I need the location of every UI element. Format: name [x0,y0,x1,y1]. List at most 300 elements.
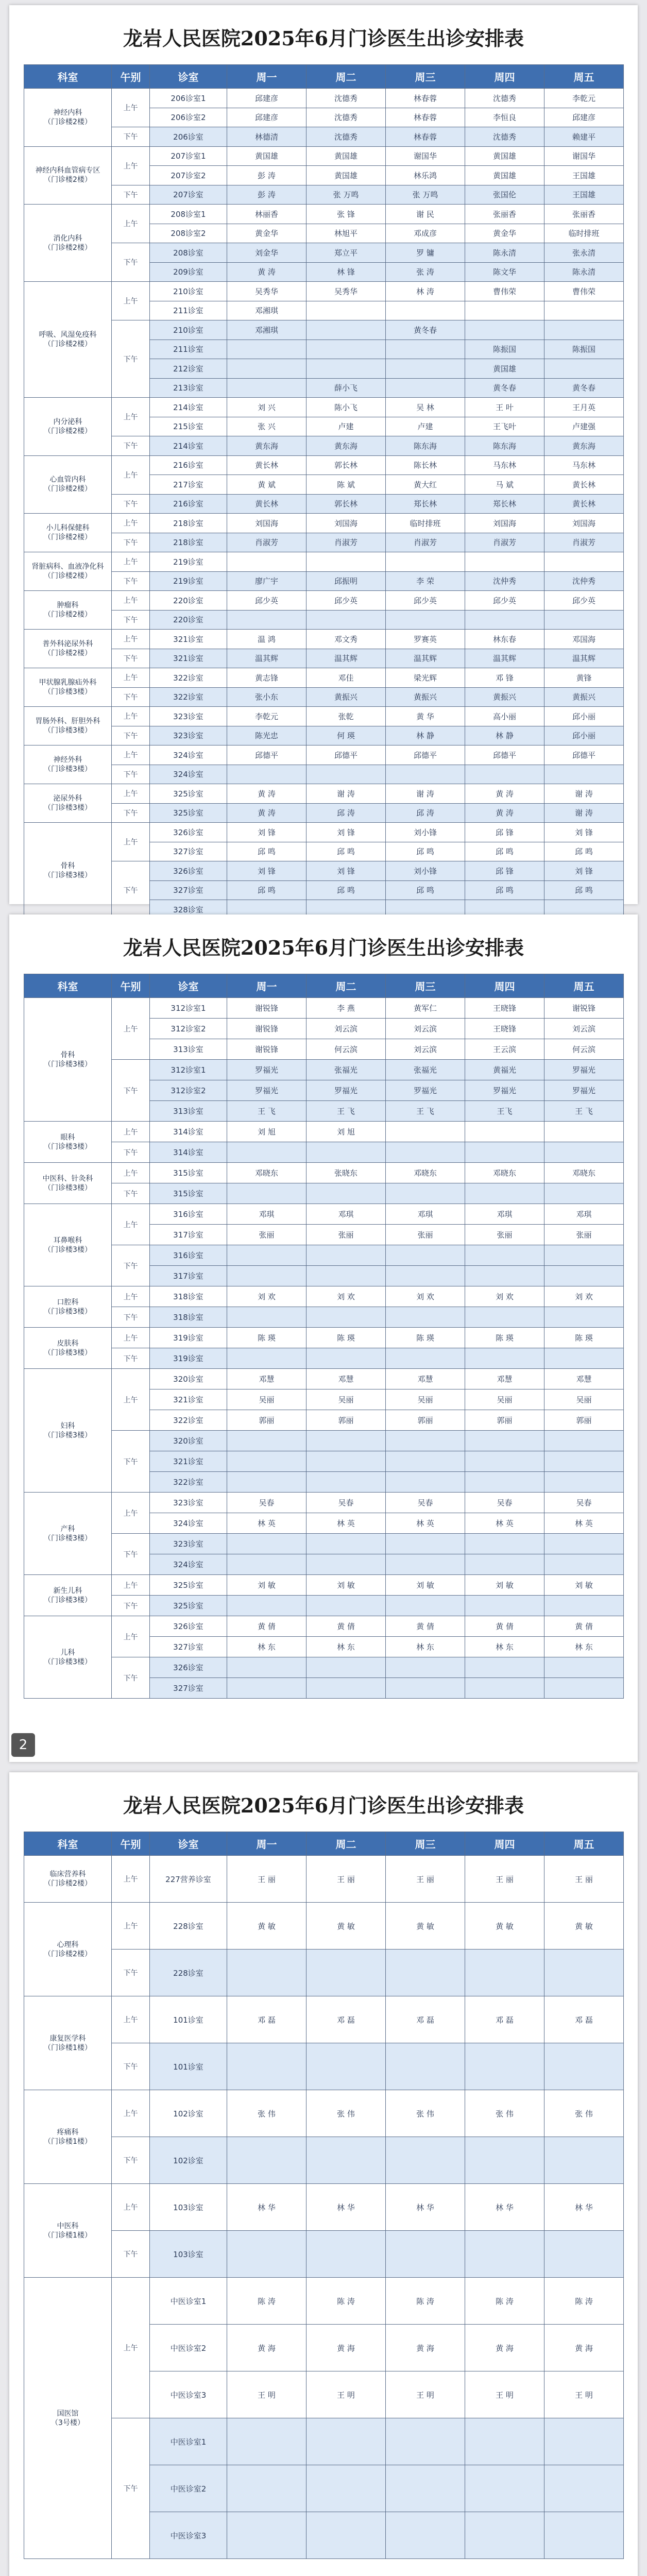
department-cell: 疼痛科 （门诊楼1楼） [24,2090,112,2184]
doctor-cell: 黄国雄 [307,146,386,166]
doctor-cell: 邱建彦 [227,108,307,127]
session-cell: 上午 [112,668,150,688]
room-cell: 228诊室 [150,1950,227,1996]
doctor-cell: 黄冬春 [465,378,544,398]
column-header: 午别 [112,1832,150,1856]
doctor-cell: 邱 鸣 [544,880,624,900]
doctor-cell: 邓慧 [227,1369,307,1389]
doctor-cell [465,1431,544,1451]
room-cell: 326诊室 [150,861,227,881]
doctor-cell: 陈 涛 [386,2278,465,2325]
doctor-cell [386,1534,465,1554]
table-row [24,765,624,784]
table-row [24,1060,624,1080]
doctor-cell [227,1431,307,1451]
column-header: 诊室 [150,974,227,998]
room-cell: 312诊室1 [150,1060,227,1080]
room-cell: 228诊室 [150,1903,227,1950]
doctor-cell: 王 明 [307,2371,386,2418]
room-cell: 326诊室 [150,1657,227,1678]
schedule-page-1 [9,5,638,914]
doctor-cell: 黄冬春 [386,320,465,340]
room-cell: 102诊室 [150,2090,227,2137]
doctor-cell: 王国雄 [544,185,624,205]
column-header: 午别 [112,65,150,89]
doctor-cell: 林 华 [544,2184,624,2231]
room-cell: 312诊室1 [150,998,227,1019]
doctor-cell: 林 东 [307,1637,386,1657]
doctor-cell [307,1307,386,1328]
doctor-cell: 刘 锋 [544,823,624,842]
doctor-cell: 陈 涛 [465,2278,544,2325]
table-row [24,1431,624,1451]
doctor-cell [544,1534,624,1554]
doctor-cell: 张丽 [227,1225,307,1245]
doctor-cell [227,1596,307,1616]
doctor-cell [465,1307,544,1328]
room-cell: 212诊室 [150,359,227,379]
room-cell: 323诊室 [150,1493,227,1513]
room-cell: 317诊室 [150,1266,227,1286]
room-cell: 316诊室 [150,1204,227,1225]
doctor-cell [307,1142,386,1163]
room-cell: 324诊室 [150,745,227,765]
doctor-cell: 黄 敏 [386,1903,465,1950]
department-cell: 骨科 （门诊楼3楼） [24,998,112,1122]
doctor-cell: 谢 涛 [544,803,624,823]
department-cell: 心血管内科 （门诊楼2楼） [24,455,112,514]
doctor-cell [386,301,465,320]
doctor-cell [227,378,307,398]
doctor-cell [307,1596,386,1616]
doctor-cell [227,1554,307,1575]
doctor-cell: 林 英 [465,1513,544,1534]
session-cell: 下午 [112,2418,150,2559]
doctor-cell: 刘云滨 [307,1019,386,1039]
doctor-cell: 李 燕 [307,998,386,1019]
doctor-cell: 刘云滨 [544,1019,624,1039]
doctor-cell: 邱 鸣 [307,880,386,900]
doctor-cell: 黄 敏 [227,1903,307,1950]
department-cell: 眼科 （门诊楼3楼） [24,1122,112,1163]
doctor-cell: 邓晓东 [386,1163,465,1183]
doctor-cell: 邱 鸣 [386,842,465,861]
doctor-cell [227,1950,307,1996]
doctor-cell: 沈德秀 [465,127,544,147]
room-cell: 214诊室 [150,436,227,456]
session-cell: 下午 [112,649,150,668]
doctor-cell: 黄 敏 [465,1903,544,1950]
doctor-cell [465,1657,544,1678]
doctor-cell: 梁光辉 [386,668,465,688]
table-row [24,2278,624,2325]
doctor-cell [544,1266,624,1286]
doctor-cell [227,1348,307,1369]
room-cell: 326诊室 [150,823,227,842]
session-cell: 上午 [112,1204,150,1245]
room-cell: 214诊室 [150,398,227,417]
doctor-cell: 薛小飞 [307,378,386,398]
doctor-cell: 邓 磊 [465,1996,544,2043]
doctor-cell: 黄国雄 [465,166,544,185]
room-cell: 322诊室 [150,687,227,707]
room-cell: 312诊室2 [150,1080,227,1101]
session-cell: 上午 [112,89,150,127]
doctor-cell: 彭 涛 [227,185,307,205]
doctor-cell [544,2512,624,2559]
room-cell: 中医诊室3 [150,2512,227,2559]
room-cell: 218诊室 [150,533,227,552]
table-row [24,784,624,804]
doctor-cell [386,1348,465,1369]
doctor-cell: 罗福光 [386,1080,465,1101]
doctor-cell: 刘国海 [465,514,544,533]
doctor-cell: 张 伟 [386,2090,465,2137]
doctor-cell: 林春蓉 [386,127,465,147]
column-header: 诊室 [150,1832,227,1856]
doctor-cell: 邓琪 [544,1204,624,1225]
session-cell: 上午 [112,784,150,804]
column-header: 科室 [24,1832,112,1856]
doctor-cell [544,1451,624,1472]
doctor-cell: 黄 涛 [465,784,544,804]
room-cell: 220诊室 [150,591,227,611]
doctor-cell: 罗 镛 [386,243,465,263]
doctor-cell: 邱 鸣 [227,880,307,900]
doctor-cell: 黄 斌 [227,475,307,495]
room-cell: 207诊室 [150,185,227,205]
doctor-cell: 谢国华 [386,146,465,166]
doctor-cell: 邓 磊 [307,1996,386,2043]
doctor-cell: 张丽 [544,1225,624,1245]
doctor-cell [544,2231,624,2278]
doctor-cell [307,359,386,379]
session-cell: 下午 [112,765,150,784]
room-cell: 322诊室 [150,1472,227,1493]
doctor-cell: 吴丽 [544,1389,624,1410]
doctor-cell: 林 英 [544,1513,624,1534]
doctor-cell: 廖广宇 [227,571,307,591]
column-header: 周二 [307,65,386,89]
doctor-cell: 何云滨 [544,1039,624,1060]
room-cell: 324诊室 [150,1554,227,1575]
schedule-page-3 [9,1772,638,2576]
doctor-cell: 邱 鸣 [465,880,544,900]
doctor-cell [544,1678,624,1699]
doctor-cell: 张 伟 [544,2090,624,2137]
doctor-cell: 谢 涛 [544,784,624,804]
doctor-cell: 黄 涛 [227,262,307,282]
doctor-cell: 邱 涛 [307,803,386,823]
department-cell: 消化内科 （门诊楼2楼） [24,205,112,282]
doctor-cell [465,1472,544,1493]
doctor-cell: 黄国雄 [465,359,544,379]
department-cell: 儿科 （门诊楼3楼） [24,1616,112,1699]
doctor-cell: 王 叶 [465,398,544,417]
table-row [24,803,624,823]
doctor-cell [465,1596,544,1616]
doctor-cell [465,552,544,572]
room-cell: 322诊室 [150,1410,227,1431]
doctor-cell: 黄 倩 [544,1616,624,1637]
doctor-cell: 李恒良 [465,108,544,127]
session-cell: 上午 [112,630,150,649]
doctor-cell: 郭丽 [544,1410,624,1431]
session-cell: 上午 [112,282,150,320]
table-row [24,1307,624,1328]
doctor-cell: 刘 兴 [227,398,307,417]
room-cell: 325诊室 [150,1596,227,1616]
session-cell: 下午 [112,726,150,745]
doctor-cell [307,1245,386,1266]
department-cell: 耳鼻喉科 （门诊楼3楼） [24,1204,112,1286]
doctor-cell [307,1472,386,1493]
doctor-cell [307,1183,386,1204]
doctor-cell: 王飞叶 [465,417,544,436]
doctor-cell: 邱 鸣 [544,842,624,861]
doctor-cell: 郭丽 [386,1410,465,1431]
department-cell: 泌尿外科 （门诊楼3楼） [24,784,112,823]
doctor-cell [386,2418,465,2465]
doctor-cell: 黄 华 [386,707,465,726]
doctor-cell: 郑长林 [386,494,465,514]
doctor-cell: 邱建彦 [544,108,624,127]
doctor-cell: 王 丽 [227,1856,307,1903]
doctor-cell: 陈 瑛 [544,1328,624,1348]
column-header: 周四 [465,974,544,998]
doctor-cell: 邓琪 [307,1204,386,1225]
doctor-cell [227,1142,307,1163]
doctor-cell: 邓琪 [227,1204,307,1225]
session-cell: 上午 [112,745,150,765]
doctor-cell: 林东春 [465,630,544,649]
session-cell: 下午 [112,803,150,823]
doctor-cell: 邓成彦 [386,224,465,243]
doctor-cell: 林旭平 [307,224,386,243]
doctor-cell: 陈振国 [544,340,624,359]
doctor-cell [307,1534,386,1554]
doctor-cell: 黄长林 [544,475,624,495]
table-row [24,1996,624,2043]
session-cell: 上午 [112,823,150,861]
doctor-cell: 罗赛英 [386,630,465,649]
doctor-cell: 林 英 [227,1513,307,1534]
room-cell: 219诊室 [150,571,227,591]
doctor-cell: 刘 锋 [307,823,386,842]
doctor-cell: 黄 海 [465,2325,544,2371]
doctor-cell [227,1472,307,1493]
doctor-cell: 邓琪 [465,1204,544,1225]
page-number-badge: 2 [11,1733,35,1757]
doctor-cell: 黄锋 [544,668,624,688]
department-cell: 甲状腺乳腺疝外科 （门诊楼3楼） [24,668,112,707]
doctor-cell: 黄 海 [307,2325,386,2371]
department-cell: 内分泌科 （门诊楼2楼） [24,398,112,456]
session-cell: 下午 [112,1596,150,1616]
column-header: 周五 [544,1832,624,1856]
doctor-cell: 黄东海 [544,436,624,456]
doctor-cell: 林 华 [307,2184,386,2231]
doctor-cell: 邱小丽 [544,726,624,745]
session-cell: 上午 [112,552,150,572]
doctor-cell: 黄军仁 [386,998,465,1019]
session-cell: 下午 [112,1245,150,1286]
doctor-cell [544,1183,624,1204]
doctor-cell: 刘 旭 [307,1122,386,1142]
table-row [24,455,624,475]
doctor-cell: 王 丽 [307,1856,386,1903]
doctor-cell [544,1122,624,1142]
table-row [24,2231,624,2278]
room-cell: 326诊室 [150,1616,227,1637]
table-row [24,2090,624,2137]
doctor-cell [465,2512,544,2559]
doctor-cell [465,1266,544,1286]
doctor-cell: 李乾元 [227,707,307,726]
room-cell: 319诊室 [150,1348,227,1369]
doctor-cell: 刘 欢 [386,1286,465,1307]
room-cell: 206诊室2 [150,108,227,127]
doctor-cell: 肖淑芳 [307,533,386,552]
doctor-cell: 沈德秀 [307,127,386,147]
doctor-cell: 温其辉 [386,649,465,668]
room-cell: 220诊室 [150,610,227,630]
doctor-cell: 陈 涛 [307,2278,386,2325]
column-header: 周一 [227,974,307,998]
doctor-cell [386,1245,465,1266]
table-row [24,1657,624,1678]
doctor-cell: 邱 锋 [465,861,544,881]
doctor-cell [227,552,307,572]
room-cell: 324诊室 [150,1513,227,1534]
doctor-cell: 王飞 [465,1101,544,1122]
doctor-cell [386,1142,465,1163]
room-cell: 中医诊室2 [150,2465,227,2512]
doctor-cell: 王 飞 [386,1101,465,1122]
room-cell: 208诊室 [150,243,227,263]
doctor-cell [386,1554,465,1575]
room-cell: 218诊室 [150,514,227,533]
doctor-cell: 黄金华 [227,224,307,243]
doctor-cell [465,1534,544,1554]
doctor-cell [465,301,544,320]
department-cell: 肾脏病科、血液净化科 （门诊楼2楼） [24,552,112,591]
doctor-cell: 张乾 [307,707,386,726]
room-cell: 327诊室 [150,1637,227,1657]
doctor-cell [465,2418,544,2465]
doctor-cell [544,1142,624,1163]
column-header: 科室 [24,65,112,89]
doctor-cell: 黄国雄 [465,146,544,166]
doctor-cell: 张 万鸣 [386,185,465,205]
doctor-cell [386,2137,465,2184]
table-row [24,185,624,205]
session-cell: 下午 [112,1183,150,1204]
session-cell: 下午 [112,610,150,630]
doctor-cell: 刘国海 [307,514,386,533]
doctor-cell [386,1678,465,1699]
doctor-cell: 张小东 [227,687,307,707]
table-row [24,2043,624,2090]
room-cell: 323诊室 [150,726,227,745]
doctor-cell [544,610,624,630]
doctor-cell [386,359,465,379]
room-cell: 103诊室 [150,2184,227,2231]
doctor-cell [465,2043,544,2090]
table-row [24,998,624,1019]
page-title: 龙岩人民医院2025年6月门诊医生出诊安排表 [123,1794,524,1817]
doctor-cell [227,2418,307,2465]
doctor-cell [386,1950,465,1996]
doctor-cell [386,1451,465,1472]
doctor-cell [544,1348,624,1369]
doctor-cell: 张丽香 [465,205,544,224]
doctor-cell: 黄 海 [386,2325,465,2371]
doctor-cell: 陈文华 [465,262,544,282]
room-cell: 320诊室 [150,1431,227,1451]
session-cell: 下午 [112,533,150,552]
doctor-cell [227,1451,307,1472]
doctor-cell: 陈东海 [386,436,465,456]
doctor-cell: 林 锋 [307,262,386,282]
doctor-cell [227,1534,307,1554]
doctor-cell: 林 英 [386,1513,465,1534]
session-cell: 上午 [112,205,150,243]
doctor-cell: 陈小飞 [307,398,386,417]
table-row [24,1950,624,1996]
department-cell: 骨科 （门诊楼3楼） [24,823,112,920]
table-row [24,514,624,533]
doctor-cell [386,1183,465,1204]
doctor-cell [227,1678,307,1699]
table-row [24,1596,624,1616]
session-cell: 上午 [112,1328,150,1348]
doctor-cell: 沈仲秀 [544,571,624,591]
doctor-cell [544,2418,624,2465]
doctor-cell: 罗福光 [307,1080,386,1101]
column-header: 周三 [386,1832,465,1856]
doctor-cell: 肖淑芳 [544,533,624,552]
column-header: 周一 [227,65,307,89]
doctor-cell: 黄冬春 [544,378,624,398]
doctor-cell: 张 伟 [465,2090,544,2137]
doctor-cell: 刘 欢 [307,1286,386,1307]
doctor-cell [386,2465,465,2512]
doctor-cell [386,610,465,630]
doctor-cell: 邓慧 [544,1369,624,1389]
doctor-cell: 卢建 [386,417,465,436]
department-cell: 神经内科血管病专区 （门诊楼2楼） [24,146,112,205]
doctor-cell: 邓 磊 [544,1996,624,2043]
doctor-cell [227,1183,307,1204]
doctor-cell: 温其辉 [307,649,386,668]
table-row [24,1575,624,1596]
doctor-cell [307,1678,386,1699]
column-header: 周四 [465,65,544,89]
doctor-cell: 张 兴 [227,417,307,436]
doctor-cell: 刘 锋 [307,861,386,881]
doctor-cell: 谢锐锋 [544,998,624,1019]
doctor-cell: 王 丽 [386,1856,465,1903]
schedule-table [24,64,624,920]
room-cell: 327诊室 [150,1678,227,1699]
doctor-cell [386,340,465,359]
department-cell: 皮肤科 （门诊楼3楼） [24,1328,112,1369]
session-cell: 下午 [112,2137,150,2184]
doctor-cell: 黄金华 [465,224,544,243]
doctor-cell: 刘 锋 [544,861,624,881]
doctor-cell: 陈振国 [465,340,544,359]
